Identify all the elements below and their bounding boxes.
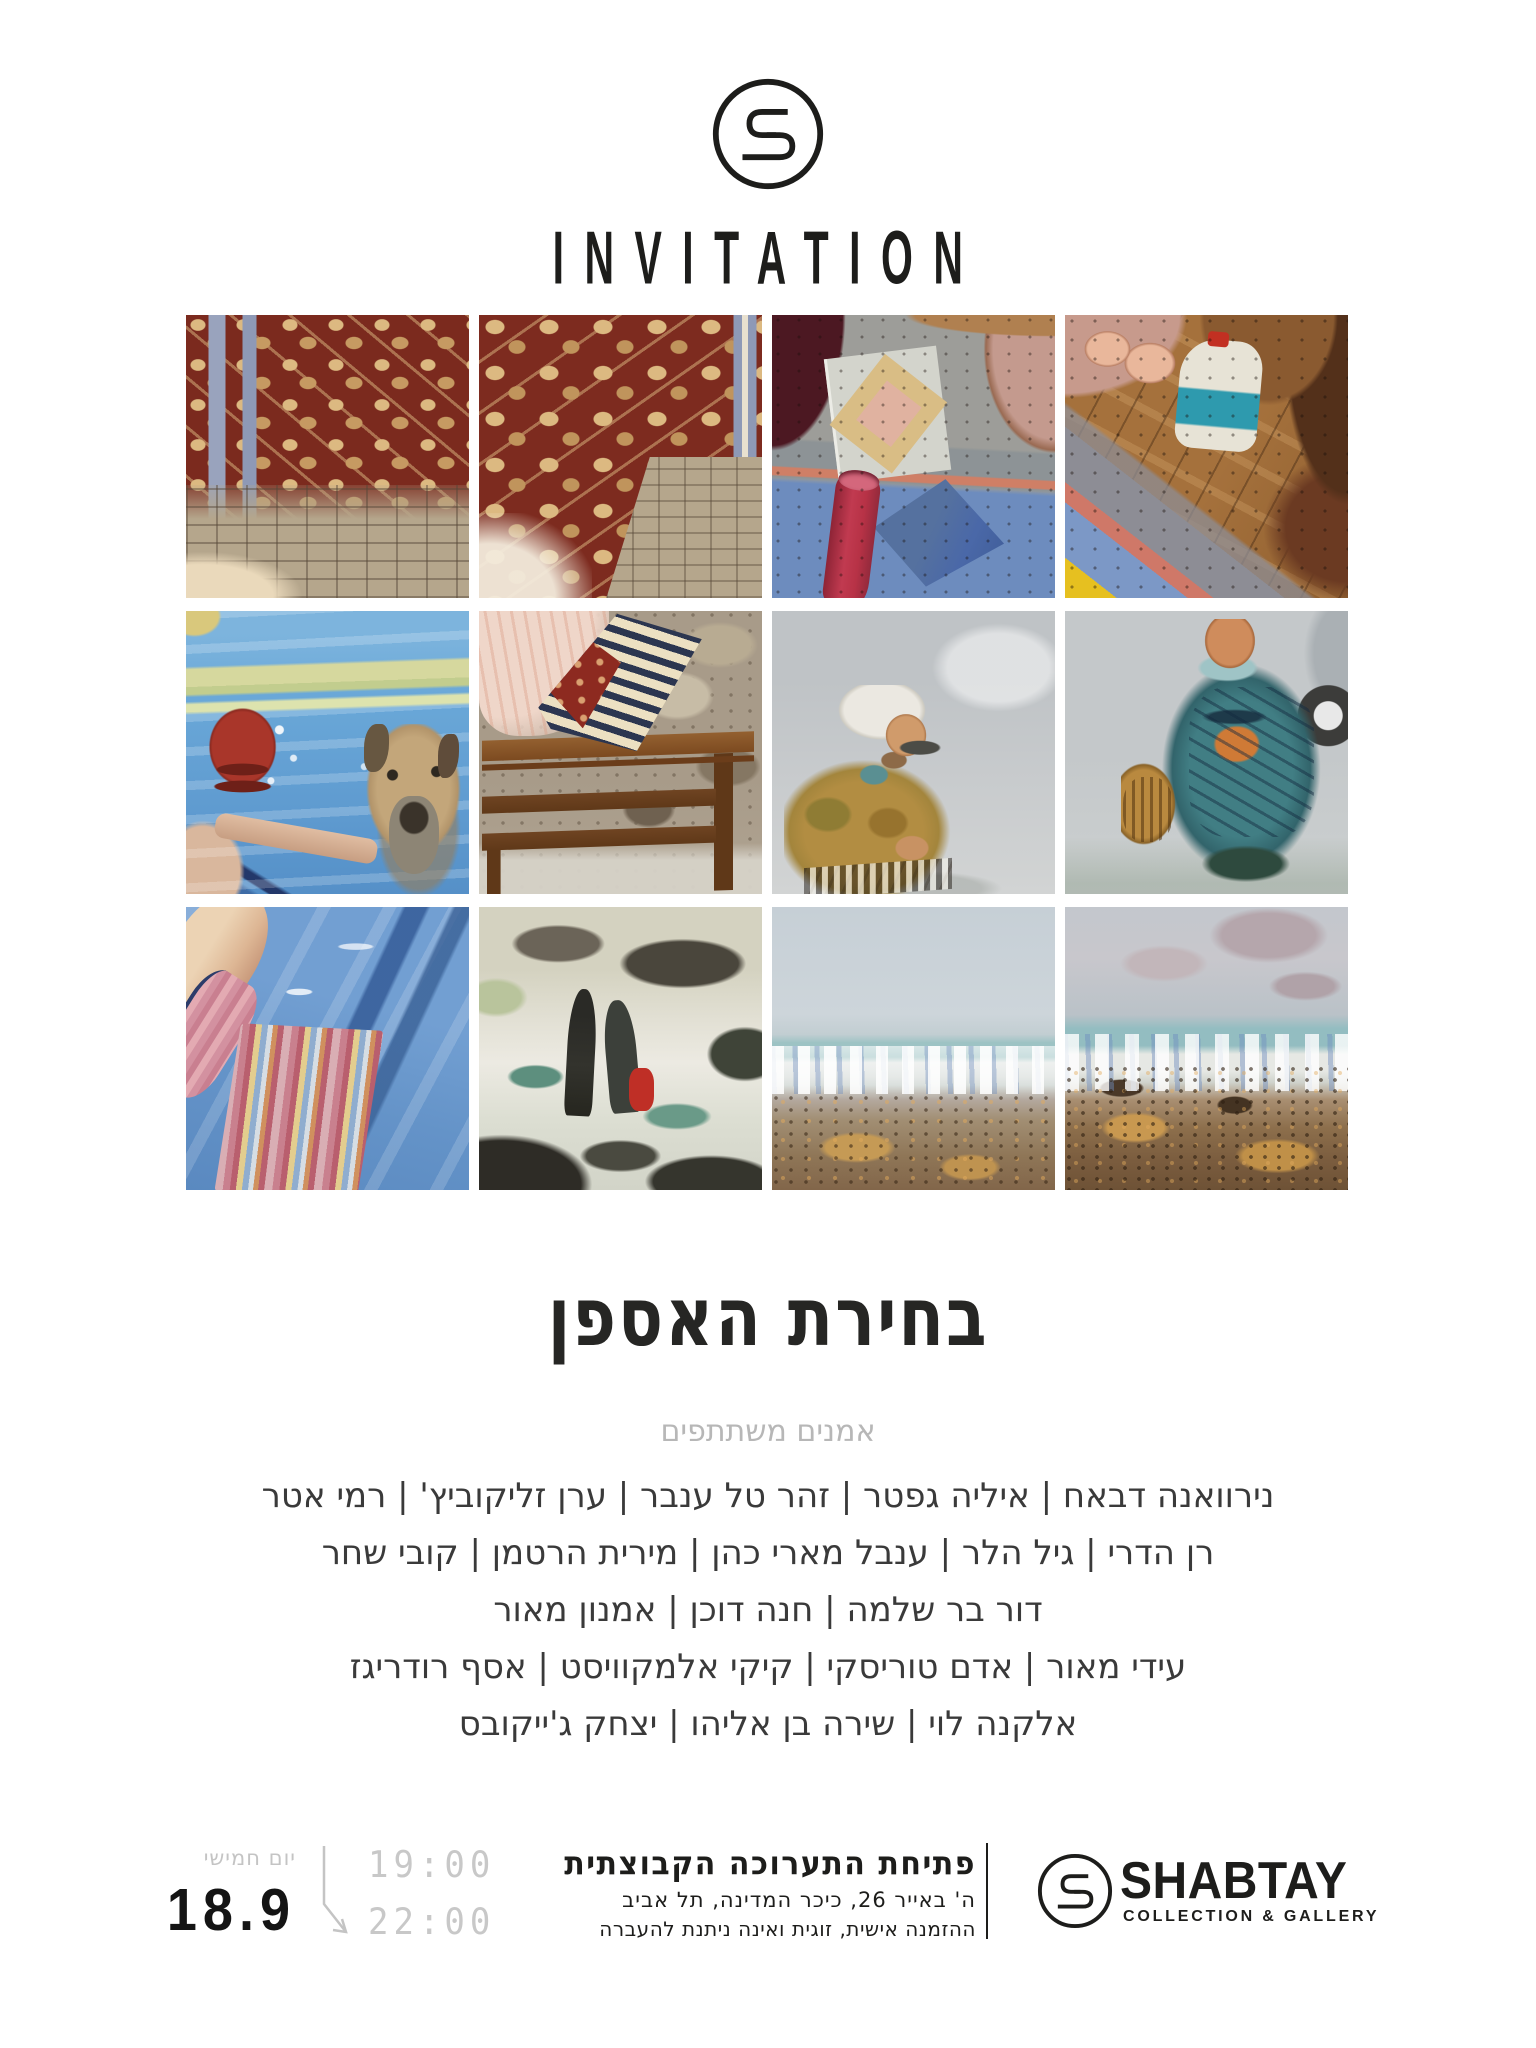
artwork-shape [784, 685, 984, 894]
artwork-shape [213, 812, 379, 866]
artwork-seascape-rocky-beach [1065, 907, 1348, 1190]
exhibition-title: בחירת האספן [547, 1270, 989, 1365]
artwork-seated-elderly-man [1065, 611, 1348, 894]
artwork-pool-swimmer-and-dog [186, 611, 469, 894]
date-label: 18.9 [166, 1877, 296, 1944]
vertical-divider [986, 1843, 988, 1939]
artwork-shape [361, 724, 466, 894]
gallery-subtitle: COLLECTION & GALLERY [1123, 1908, 1380, 1925]
artwork-shape [1121, 619, 1348, 891]
artwork-shape [215, 1023, 384, 1190]
shabtay-monogram-icon [1036, 1852, 1114, 1930]
artwork-shape [824, 345, 952, 482]
artwork-carpet-on-stone-wall [186, 315, 469, 598]
artwork-shape [563, 988, 598, 1117]
gallery-name: SHABTAY [1120, 1851, 1348, 1910]
arrow-down-right-icon [320, 1846, 354, 1942]
artwork-pool-striped-towel [186, 907, 469, 1190]
artwork-grid [186, 315, 1348, 1190]
invitation-title: INVITATION [552, 215, 984, 301]
end-time-label: 22:00 [368, 1901, 496, 1944]
start-time-label: 19:00 [368, 1844, 496, 1887]
shabtay-monogram-icon [710, 76, 826, 192]
artwork-shape [821, 474, 882, 598]
artwork-shape [629, 1068, 654, 1110]
artwork-seascape-beach [772, 907, 1055, 1190]
event-title: פתיחת התערוכה הקבוצתית [564, 1845, 976, 1883]
event-note: ההזמנה אישית, זוגית ואינה ניתנת להעברה [599, 1917, 976, 1941]
artist-line: רן הדרי | גיל הלר | ענבל מארי כהן | מירית הרטמן | קובי שחר [321, 1533, 1215, 1573]
artwork-shape [482, 731, 754, 894]
participating-artists-label: אמנים משתתפים [660, 1414, 876, 1449]
weekday-label: יום חמישי [203, 1846, 296, 1870]
artist-line: דור בר שלמה | חנה דוכן | אמנון מאור [493, 1590, 1043, 1630]
artist-list [0, 1468, 1536, 1753]
artist-line: עידי מאור | אדם טוריסקי | קיקי אלמקוויסט | אסף רודריגז [349, 1647, 1187, 1687]
event-address: ה' באייר 26, כיכר המדינה, תל אביב [622, 1888, 976, 1912]
artwork-studio-floor-still-life [772, 315, 1055, 598]
artwork-seated-man-with-cap [772, 611, 1055, 894]
artist-line: אלקנה לוי | שירה בן אליהו | יצחק ג'ייקובס [458, 1704, 1078, 1744]
artwork-shape [874, 479, 1004, 587]
artwork-shape [1174, 337, 1265, 454]
artwork-carpets-on-table [479, 611, 762, 894]
artwork-feet-and-bleach-bottle [1065, 315, 1348, 598]
artist-line: נירוואנה דבאח | איליה גפטר | זהר טל ענבר | ערן זליקוביץ' | רמי אטר [261, 1476, 1275, 1516]
artwork-carpet-pattern-closeup [479, 315, 762, 598]
artwork-figures-on-rocky-shore [479, 907, 762, 1190]
event-details [480, 1845, 976, 1941]
